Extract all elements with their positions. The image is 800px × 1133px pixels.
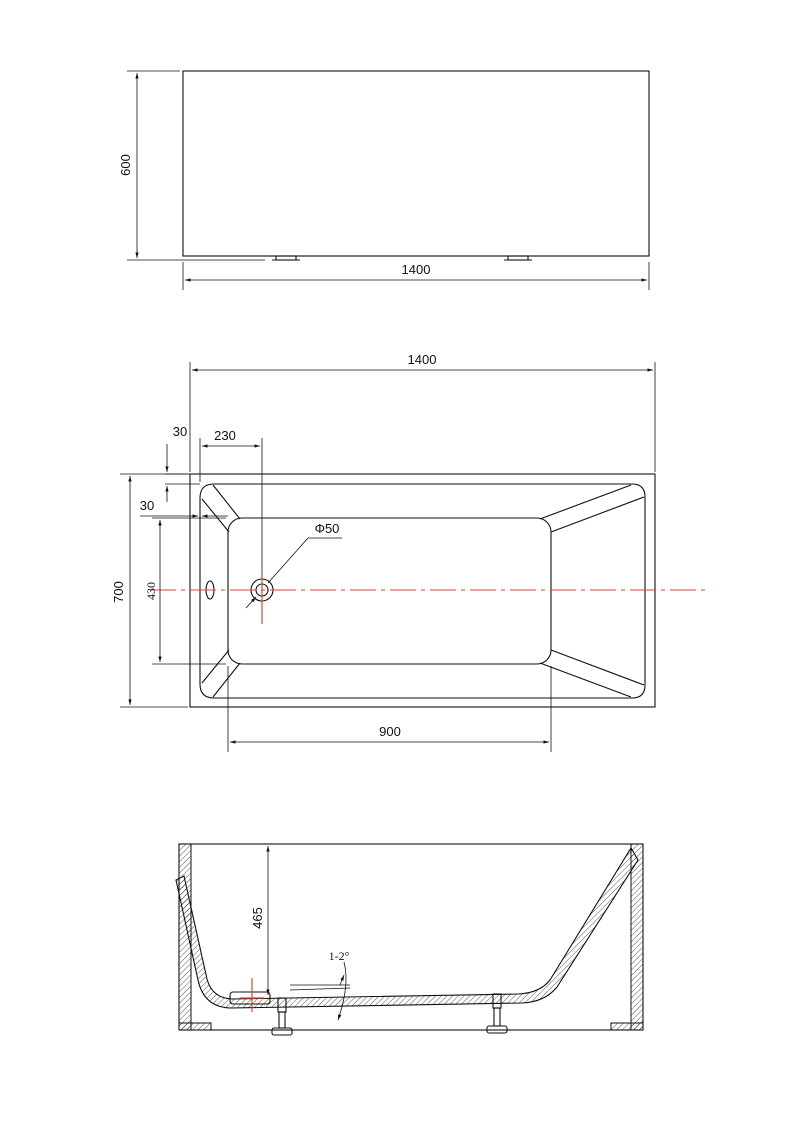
section-bottom-left: [179, 1023, 211, 1030]
front-length-label: 1400: [401, 262, 431, 277]
drain-diameter-dimension: [246, 521, 342, 608]
section-right-wall: [631, 844, 643, 1030]
section-basin-wall: [176, 848, 638, 1008]
rim-side-label: 30: [139, 498, 155, 513]
inner-length-dimension: [228, 666, 551, 752]
depth-label: 465: [250, 907, 265, 929]
top-length-label: 1400: [407, 352, 437, 367]
inner-width-label: 430: [144, 582, 158, 600]
drain-offset-dimension: [200, 428, 262, 574]
top-length-dimension: [190, 352, 655, 472]
drain-offset-label: 230: [214, 428, 236, 443]
front-view-feet: [272, 256, 532, 260]
top-view-rim-inner: [200, 484, 645, 698]
rim-width-dimension: [165, 424, 200, 502]
top-width-label: 700: [111, 581, 126, 603]
front-view-body: [183, 71, 649, 256]
front-height-dimension: [118, 71, 265, 260]
front-view: [118, 71, 649, 290]
front-height-label: 600: [118, 154, 133, 176]
drain-diameter-label: Φ50: [314, 521, 340, 536]
depth-dimension: [250, 846, 268, 995]
rim-width-label: 30: [172, 424, 188, 439]
section-view: [176, 844, 643, 1035]
section-bottom-right: [611, 1023, 643, 1030]
top-view-basin-floor: [228, 518, 551, 664]
inner-length-label: 900: [379, 724, 401, 739]
slope-label: 1-2°: [328, 949, 350, 963]
top-view: [111, 352, 708, 752]
rim-side-dimension: [140, 498, 228, 516]
slope-annotation: [290, 949, 350, 1020]
front-length-dimension: [183, 262, 649, 290]
